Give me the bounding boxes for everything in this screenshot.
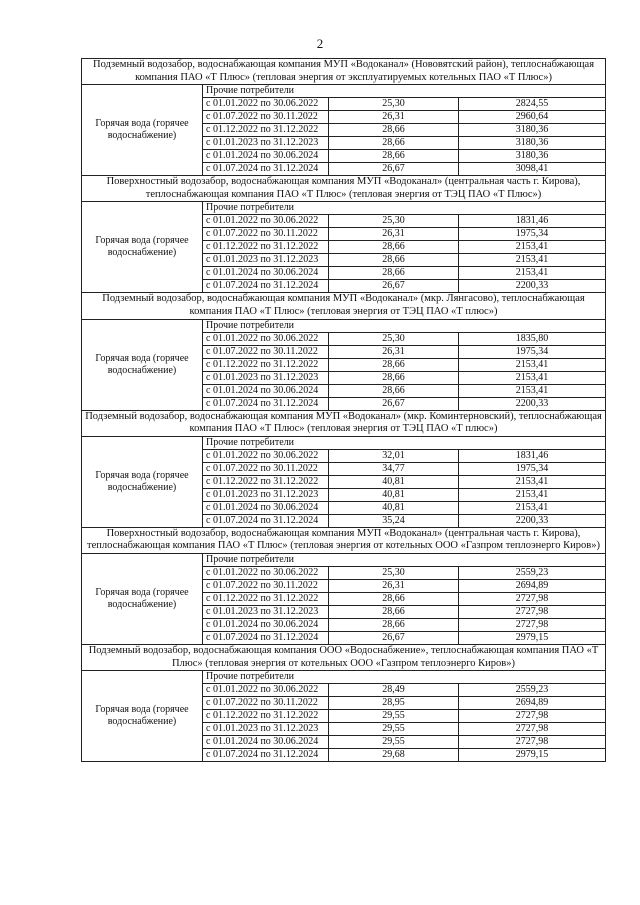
tariff-value-2: 2824,55 bbox=[459, 98, 606, 111]
tariff-value-2: 2694,89 bbox=[459, 579, 606, 592]
period-cell: с 01.07.2024 по 31.12.2024 bbox=[203, 514, 329, 527]
tariff-value-1: 32,01 bbox=[329, 449, 459, 462]
tariff-value-1: 26,67 bbox=[329, 280, 459, 293]
consumer-group-row bbox=[82, 671, 606, 684]
period-cell: с 01.12.2022 по 31.12.2022 bbox=[203, 124, 329, 137]
tariff-value-1: 28,49 bbox=[329, 684, 459, 697]
tariff-value-1: 26,31 bbox=[329, 579, 459, 592]
period-cell: с 01.01.2024 по 30.06.2024 bbox=[203, 267, 329, 280]
consumer-group-label: Прочие потребители bbox=[203, 553, 606, 566]
period-cell: с 01.07.2022 по 30.11.2022 bbox=[203, 697, 329, 710]
consumer-group-label: Прочие потребители bbox=[203, 436, 606, 449]
section-heading-row bbox=[82, 176, 606, 202]
period-cell: с 01.01.2023 по 31.12.2023 bbox=[203, 723, 329, 736]
tariff-value-1: 29,55 bbox=[329, 736, 459, 749]
tariff-value-1: 40,81 bbox=[329, 501, 459, 514]
tariff-value-2: 2153,41 bbox=[459, 254, 606, 267]
tariff-value-2: 2727,98 bbox=[459, 618, 606, 631]
consumer-type: Горячая вода (горячее водоснабжение) bbox=[82, 319, 203, 410]
period-cell: с 01.01.2024 по 30.06.2024 bbox=[203, 150, 329, 163]
tariff-value-2: 2153,41 bbox=[459, 358, 606, 371]
tariff-value-1: 25,30 bbox=[329, 98, 459, 111]
tariff-value-2: 2559,23 bbox=[459, 684, 606, 697]
tariff-value-2: 2727,98 bbox=[459, 736, 606, 749]
tariff-value-1: 40,81 bbox=[329, 475, 459, 488]
period-cell: с 01.07.2022 по 30.11.2022 bbox=[203, 111, 329, 124]
tariff-value-1: 26,31 bbox=[329, 111, 459, 124]
tariff-value-2: 2727,98 bbox=[459, 723, 606, 736]
period-cell: с 01.01.2023 по 31.12.2023 bbox=[203, 605, 329, 618]
tariff-value-2: 2153,41 bbox=[459, 384, 606, 397]
tariff-value-1: 28,66 bbox=[329, 137, 459, 150]
period-cell: с 01.07.2022 по 30.11.2022 bbox=[203, 228, 329, 241]
tariff-value-1: 28,95 bbox=[329, 697, 459, 710]
tariff-table-body bbox=[82, 59, 606, 762]
tariff-value-2: 1975,34 bbox=[459, 228, 606, 241]
tariff-value-1: 26,67 bbox=[329, 397, 459, 410]
period-cell: с 01.01.2022 по 30.06.2022 bbox=[203, 332, 329, 345]
consumer-type: Горячая вода (горячее водоснабжение) bbox=[82, 553, 203, 644]
tariff-value-2: 2960,64 bbox=[459, 111, 606, 124]
section-heading-row bbox=[82, 59, 606, 85]
consumer-group-label: Прочие потребители bbox=[203, 202, 606, 215]
tariff-value-2: 2200,33 bbox=[459, 514, 606, 527]
period-cell: с 01.12.2022 по 31.12.2022 bbox=[203, 241, 329, 254]
consumer-group-row bbox=[82, 85, 606, 98]
tariff-value-1: 25,30 bbox=[329, 215, 459, 228]
tariff-value-1: 28,66 bbox=[329, 618, 459, 631]
tariff-value-2: 2153,41 bbox=[459, 501, 606, 514]
tariff-value-1: 25,30 bbox=[329, 566, 459, 579]
section-heading: Подземный водозабор, водоснабжающая компания МУП «Водоканал» (мкр. Коминтерновский), теплоснабжающая компания ПАО «Т Плюс» (тепловая энергия от ТЭЦ ПАО «Т плюс») bbox=[82, 410, 606, 436]
period-cell: с 01.12.2022 по 31.12.2022 bbox=[203, 710, 329, 723]
tariff-value-2: 2153,41 bbox=[459, 475, 606, 488]
tariff-value-2: 1975,34 bbox=[459, 462, 606, 475]
tariff-value-1: 26,67 bbox=[329, 631, 459, 644]
tariff-value-2: 2153,41 bbox=[459, 267, 606, 280]
tariff-table bbox=[81, 58, 606, 762]
tariff-value-1: 28,66 bbox=[329, 124, 459, 137]
tariff-value-2: 2979,15 bbox=[459, 749, 606, 762]
period-cell: с 01.01.2022 по 30.06.2022 bbox=[203, 449, 329, 462]
consumer-type: Горячая вода (горячее водоснабжение) bbox=[82, 671, 203, 762]
consumer-type: Горячая вода (горячее водоснабжение) bbox=[82, 202, 203, 293]
section-heading: Подземный водозабор, водоснабжающая компания МУП «Водоканал» (Нововятский район), теплоснабжающая компания ПАО «Т Плюс» (тепловая энергия от эксплуатируемых котельных ПАО «Т Плюс») bbox=[82, 59, 606, 85]
tariff-value-2: 2694,89 bbox=[459, 697, 606, 710]
tariff-value-2: 2727,98 bbox=[459, 592, 606, 605]
tariff-value-2: 2200,33 bbox=[459, 397, 606, 410]
period-cell: с 01.01.2023 по 31.12.2023 bbox=[203, 371, 329, 384]
consumer-group-row bbox=[82, 436, 606, 449]
section-heading-row bbox=[82, 644, 606, 670]
tariff-value-2: 2200,33 bbox=[459, 280, 606, 293]
tariff-value-2: 1975,34 bbox=[459, 345, 606, 358]
consumer-group-row bbox=[82, 319, 606, 332]
tariff-value-2: 2153,41 bbox=[459, 371, 606, 384]
period-cell: с 01.01.2023 по 31.12.2023 bbox=[203, 488, 329, 501]
tariff-value-1: 29,55 bbox=[329, 710, 459, 723]
period-cell: с 01.07.2024 по 31.12.2024 bbox=[203, 749, 329, 762]
tariff-value-1: 28,66 bbox=[329, 150, 459, 163]
tariff-value-2: 2727,98 bbox=[459, 605, 606, 618]
section-heading-row bbox=[82, 293, 606, 319]
period-cell: с 01.12.2022 по 31.12.2022 bbox=[203, 592, 329, 605]
period-cell: с 01.01.2022 по 30.06.2022 bbox=[203, 684, 329, 697]
consumer-type: Горячая вода (горячее водоснабжение) bbox=[82, 436, 203, 527]
section-heading: Подземный водозабор, водоснабжающая компания ООО «Водоснабжение», теплоснабжающая компания ПАО «Т Плюс» (тепловая энергия от котельных ООО «Газпром теплоэнерго Киров») bbox=[82, 644, 606, 670]
period-cell: с 01.12.2022 по 31.12.2022 bbox=[203, 358, 329, 371]
period-cell: с 01.01.2022 по 30.06.2022 bbox=[203, 566, 329, 579]
tariff-value-2: 2979,15 bbox=[459, 631, 606, 644]
tariff-value-2: 2559,23 bbox=[459, 566, 606, 579]
tariff-value-1: 28,66 bbox=[329, 371, 459, 384]
tariff-value-2: 3180,36 bbox=[459, 137, 606, 150]
tariff-value-2: 2153,41 bbox=[459, 241, 606, 254]
section-heading: Подземный водозабор, водоснабжающая компания МУП «Водоканал» (мкр. Лянгасово), теплоснабжающая компания ПАО «Т Плюс» (тепловая энергия от ТЭЦ ПАО «Т плюс») bbox=[82, 293, 606, 319]
tariff-value-2: 3098,41 bbox=[459, 163, 606, 176]
period-cell: с 01.01.2023 по 31.12.2023 bbox=[203, 254, 329, 267]
tariff-value-2: 3180,36 bbox=[459, 150, 606, 163]
tariff-value-2: 1831,46 bbox=[459, 449, 606, 462]
tariff-value-2: 2727,98 bbox=[459, 710, 606, 723]
tariff-value-2: 1831,46 bbox=[459, 215, 606, 228]
consumer-type: Горячая вода (горячее водоснабжение) bbox=[82, 85, 203, 176]
tariff-value-1: 28,66 bbox=[329, 592, 459, 605]
consumer-group-row bbox=[82, 553, 606, 566]
section-heading: Поверхностный водозабор, водоснабжающая компания МУП «Водоканал» (центральная часть г. Кирова), теплоснабжающая компания ПАО «Т Плюс» (тепловая энергия от котельных ООО «Газпром теплоэнерго Киров») bbox=[82, 527, 606, 553]
tariff-value-1: 28,66 bbox=[329, 358, 459, 371]
tariff-value-1: 40,81 bbox=[329, 488, 459, 501]
period-cell: с 01.07.2024 по 31.12.2024 bbox=[203, 163, 329, 176]
tariff-value-1: 28,66 bbox=[329, 384, 459, 397]
tariff-value-1: 34,77 bbox=[329, 462, 459, 475]
period-cell: с 01.07.2024 по 31.12.2024 bbox=[203, 397, 329, 410]
tariff-value-1: 25,30 bbox=[329, 332, 459, 345]
period-cell: с 01.01.2023 по 31.12.2023 bbox=[203, 137, 329, 150]
consumer-group-label: Прочие потребители bbox=[203, 319, 606, 332]
section-heading-row bbox=[82, 527, 606, 553]
period-cell: с 01.07.2022 по 30.11.2022 bbox=[203, 579, 329, 592]
period-cell: с 01.07.2024 по 31.12.2024 bbox=[203, 280, 329, 293]
tariff-value-1: 35,24 bbox=[329, 514, 459, 527]
tariff-value-2: 1835,80 bbox=[459, 332, 606, 345]
tariff-value-2: 3180,36 bbox=[459, 124, 606, 137]
consumer-group-row bbox=[82, 202, 606, 215]
section-heading: Поверхностный водозабор, водоснабжающая компания МУП «Водоканал» (центральная часть г. Кирова), теплоснабжающая компания ПАО «Т Плюс» (тепловая энергия от ТЭЦ ПАО «Т Плюс») bbox=[82, 176, 606, 202]
tariff-value-1: 28,66 bbox=[329, 241, 459, 254]
period-cell: с 01.01.2022 по 30.06.2022 bbox=[203, 215, 329, 228]
tariff-value-2: 2153,41 bbox=[459, 488, 606, 501]
tariff-value-1: 28,66 bbox=[329, 605, 459, 618]
period-cell: с 01.07.2024 по 31.12.2024 bbox=[203, 631, 329, 644]
period-cell: с 01.01.2024 по 30.06.2024 bbox=[203, 501, 329, 514]
consumer-group-label: Прочие потребители bbox=[203, 671, 606, 684]
period-cell: с 01.01.2022 по 30.06.2022 bbox=[203, 98, 329, 111]
tariff-value-1: 28,66 bbox=[329, 254, 459, 267]
tariff-value-1: 29,55 bbox=[329, 723, 459, 736]
period-cell: с 01.12.2022 по 31.12.2022 bbox=[203, 475, 329, 488]
tariff-value-1: 26,31 bbox=[329, 228, 459, 241]
tariff-value-1: 29,68 bbox=[329, 749, 459, 762]
section-heading-row bbox=[82, 410, 606, 436]
period-cell: с 01.01.2024 по 30.06.2024 bbox=[203, 736, 329, 749]
tariff-value-1: 28,66 bbox=[329, 267, 459, 280]
period-cell: с 01.07.2022 по 30.11.2022 bbox=[203, 345, 329, 358]
tariff-value-1: 26,31 bbox=[329, 345, 459, 358]
period-cell: с 01.07.2022 по 30.11.2022 bbox=[203, 462, 329, 475]
tariff-value-1: 26,67 bbox=[329, 163, 459, 176]
page-number: 2 bbox=[316, 36, 324, 51]
period-cell: с 01.01.2024 по 30.06.2024 bbox=[203, 618, 329, 631]
consumer-group-label: Прочие потребители bbox=[203, 85, 606, 98]
period-cell: с 01.01.2024 по 30.06.2024 bbox=[203, 384, 329, 397]
